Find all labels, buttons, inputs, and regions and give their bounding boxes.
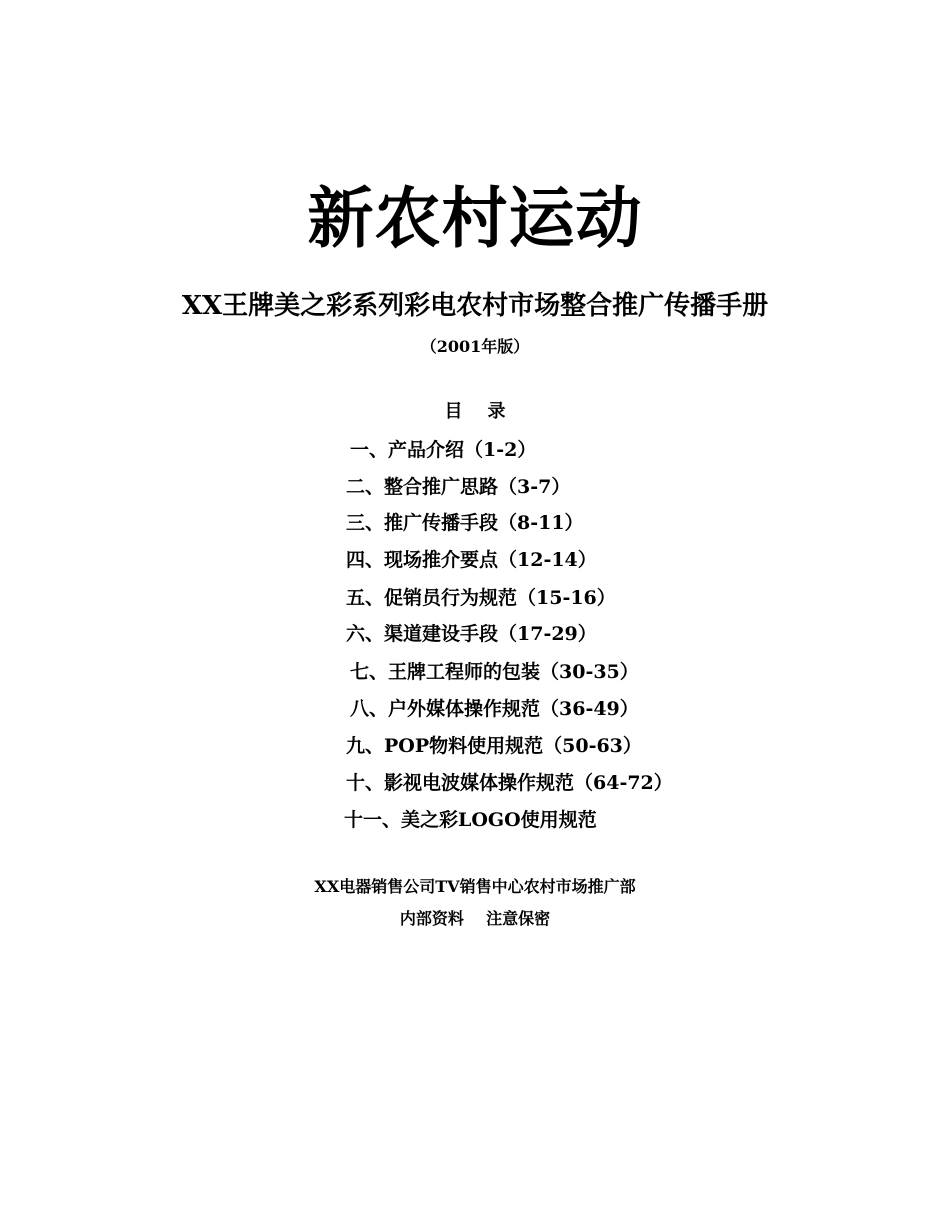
toc-item: 一、产品介绍（1-2） <box>350 439 537 461</box>
toc-heading: 目 录 <box>444 401 506 422</box>
edition-label: （2001年版） <box>420 337 530 356</box>
toc-item: 三、推广传播手段（8-11） <box>346 512 584 534</box>
subtitle: XX王牌美之彩系列彩电农村市场整合推广传播手册 <box>181 291 769 321</box>
toc-item: 九、POP物料使用规范（50-63） <box>346 735 642 757</box>
toc-item: 六、渠道建设手段（17-29） <box>346 623 597 645</box>
toc-item: 二、整合推广思路（3-7） <box>346 476 571 498</box>
toc-item: 四、现场推介要点（12-14） <box>346 549 597 571</box>
main-title: 新农村运动 <box>307 179 643 257</box>
footer-confidential-note: 内部资料 注意保密 <box>399 909 551 928</box>
toc-item: 八、户外媒体操作规范（36-49） <box>350 698 639 720</box>
toc-item: 七、王牌工程师的包装（30-35） <box>350 661 639 683</box>
toc-item: 五、促销员行为规范（15-16） <box>346 587 616 609</box>
toc-item: 十一、美之彩LOGO使用规范 <box>344 809 597 831</box>
toc-item: 十、影视电波媒体操作规范（64-72） <box>346 772 673 794</box>
footer-organization: XX电器销售公司TV销售中心农村市场推广部 <box>314 877 636 896</box>
